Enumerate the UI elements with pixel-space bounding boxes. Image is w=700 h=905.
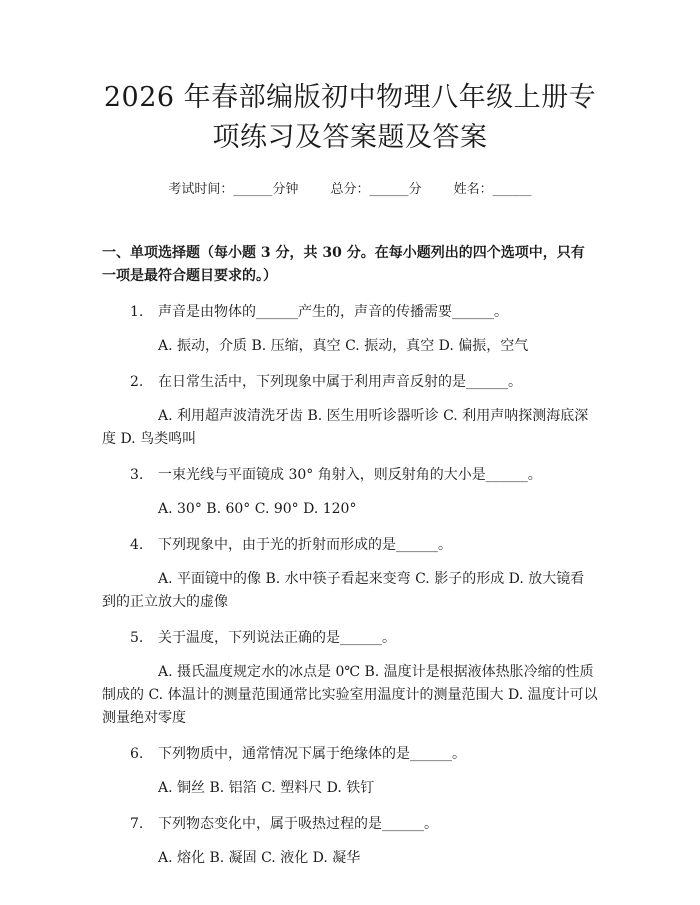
question-stem xyxy=(102,743,598,766)
question-number: 6. xyxy=(130,746,144,762)
question-6 xyxy=(102,743,598,800)
exam-time-field: 考试时间：______分钟 xyxy=(168,182,299,197)
question-text: 在日常生活中，下列现象中属于利用声音反射的是______。 xyxy=(158,374,522,390)
question-stem xyxy=(102,371,598,394)
question-2 xyxy=(102,371,598,451)
question-1 xyxy=(102,301,598,358)
question-options: A. 摄氏温度规定水的冰点是 0℃ B. 温度计是根据液体热胀冷缩的性质制成的 C. 体温计的测量范围通常比实验室用温度计的测量范围大 D. 温度计可以测量绝对零度 xyxy=(102,664,598,726)
question-text: 关于温度，下列说法正确的是______。 xyxy=(158,630,396,646)
question-options: A. 振动，介质 B. 压缩，真空 C. 振动，真空 D. 偏振，空气 xyxy=(158,338,529,354)
question-list xyxy=(102,301,598,870)
question-number: 3. xyxy=(130,467,144,483)
question-stem xyxy=(102,534,598,557)
question-options: A. 利用超声波清洗牙齿 B. 医生用听诊器听诊 C. 利用声呐探测海底深度 D. 鸟类鸣叫 xyxy=(102,408,589,447)
question-stem xyxy=(102,301,598,324)
question-7 xyxy=(102,813,598,870)
section-heading: 一、单项选择题（每小题 3 分，共 30 分。在每小题列出的四个选项中，只有一项是最符合题目要求的。） xyxy=(102,245,585,284)
question-5 xyxy=(102,627,598,730)
question-options: A. 30° B. 60° C. 90° D. 120° xyxy=(158,501,357,517)
question-number: 7. xyxy=(130,816,144,832)
question-text: 一束光线与平面镜成 30° 角射入，则反射角的大小是______。 xyxy=(158,467,542,483)
question-text: 声音是由物体的______产生的，声音的传播需要______。 xyxy=(158,304,508,320)
student-name-field: 姓名：______ xyxy=(453,182,532,197)
total-score-field: 总分：______分 xyxy=(330,182,422,197)
question-number: 2. xyxy=(130,374,144,390)
question-text: 下列现象中，由于光的折射而形成的是______。 xyxy=(158,537,452,553)
question-4 xyxy=(102,534,598,614)
question-options: A. 熔化 B. 凝固 C. 液化 D. 凝华 xyxy=(158,850,361,866)
question-number: 1. xyxy=(130,304,144,320)
question-number: 5. xyxy=(130,630,144,646)
question-text: 下列物质中，通常情况下属于绝缘体的是______。 xyxy=(158,746,466,762)
question-number: 4. xyxy=(130,537,144,553)
question-options: A. 铜丝 B. 铝箔 C. 塑料尺 D. 铁钉 xyxy=(158,780,375,796)
question-text: 下列物态变化中，属于吸热过程的是______。 xyxy=(158,816,438,832)
question-options: A. 平面镜中的像 B. 水中筷子看起来变弯 C. 影子的形成 D. 放大镜看到的正立放大的虚像 xyxy=(102,571,585,610)
question-stem xyxy=(102,813,598,836)
question-3 xyxy=(102,464,598,521)
exam-meta xyxy=(102,180,598,200)
question-stem xyxy=(102,464,598,487)
page-title: 2026 年春部编版初中物理八年级上册专项练习及答案题及答案 xyxy=(103,82,597,153)
question-stem xyxy=(102,627,598,650)
